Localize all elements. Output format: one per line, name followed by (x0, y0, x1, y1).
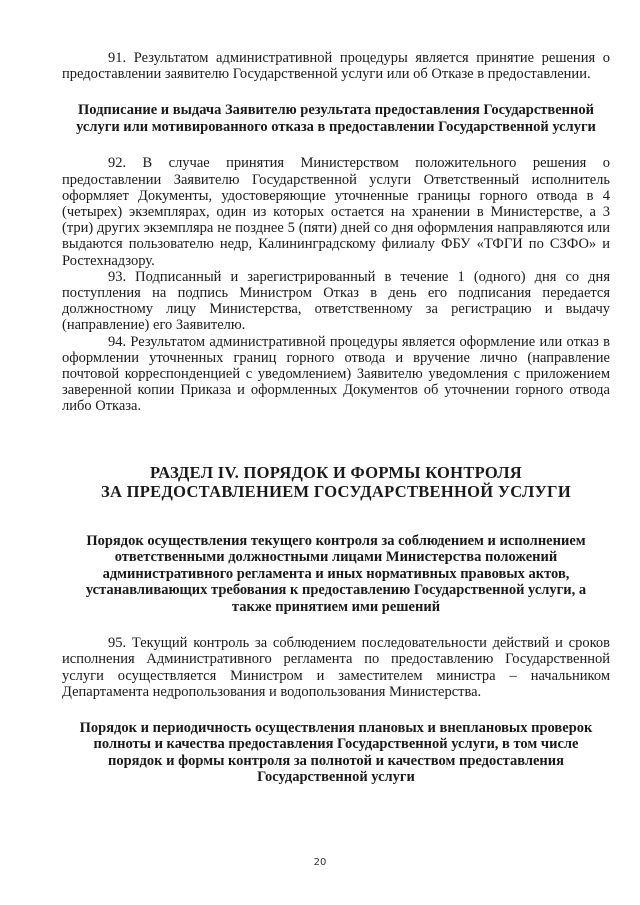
paragraph-95: 95. Текущий контроль за соблюдением последовательности действий и сроков исполнения Административного регламента по предоставлению Государственной услуги осуществляется Министром и заместителем министра – начальником Департамента недропользования и водопользования Министерства. (62, 635, 610, 700)
paragraph-94: 94. Результатом административной процедуры является оформление или отказ в оформлении уточненных границ горного отвода и вручение лично (направление почтовой корреспонденцией с уведомлением) Заявителю уведомления с приложением заверенной копии Приказа и оформленных Документов об уточнении горного отвода либо Отказа. (62, 333, 610, 415)
heading-inspections: Порядок и периодичность осуществления плановых и внеплановых проверок полноты и качества предоставления Государственной услуги, в том числе порядок и формы контроля за полнотой и качеством предоставления Государственной услуги (79, 719, 593, 786)
heading-signing-and-issuance: Подписание и выдача Заявителю результата предоставления Государственной услуги или мотивированного отказа в предоставлении Государственной услуги (76, 102, 596, 135)
section-iv-title-line1: РАЗДЕЛ IV. ПОРЯДОК И ФОРМЫ КОНТРОЛЯ (149, 462, 523, 482)
paragraph-93: 93. Подписанный и зарегистрированный в течение 1 (одного) дня со дня поступления на подпись Министром Отказ в день его подписания передается должностному лицу Министерства, ответственному за регистрацию и выдачу (направление) его Заявителю. (62, 268, 610, 334)
section-iv-title-line2: ЗА ПРЕДОСТАВЛЕНИЕМ ГОСУДАРСТВЕННОЙ УСЛУГИ (101, 481, 571, 501)
heading-current-control: Порядок осуществления текущего контроля за соблюдением и исполнением ответственными должностными лицами Министерства положений административного регламента и иных нормативных правовых актов, устанавливающих требования к предоставлению Государственной услуги, а также принятием ими решений (85, 532, 587, 615)
paragraph-92: 92. В случае принятия Министерством положительного решения о предоставлении Заявителю Государственной услуги Ответственный исполнитель оформляет Документы, удостоверяющие уточненные границы горного отвода в 4 (четырех) экземплярах, один из которых остается на хранении в Министерстве, а 3 (три) других экземпляра не позднее 5 (пяти) дней со дня оформления направляются или выдаются пользователю недр, Калининградскому филиалу ФБУ «ТФГИ по СЗФО» и Ростехнадзору. (62, 155, 610, 269)
page-number: 20 (313, 857, 327, 868)
paragraph-91: 91. Результатом административной процедуры является принятие решения о предоставлении заявителю Государственной услуги или об Отказе в предоставлении. (62, 50, 610, 83)
document-page (62, 50, 610, 786)
